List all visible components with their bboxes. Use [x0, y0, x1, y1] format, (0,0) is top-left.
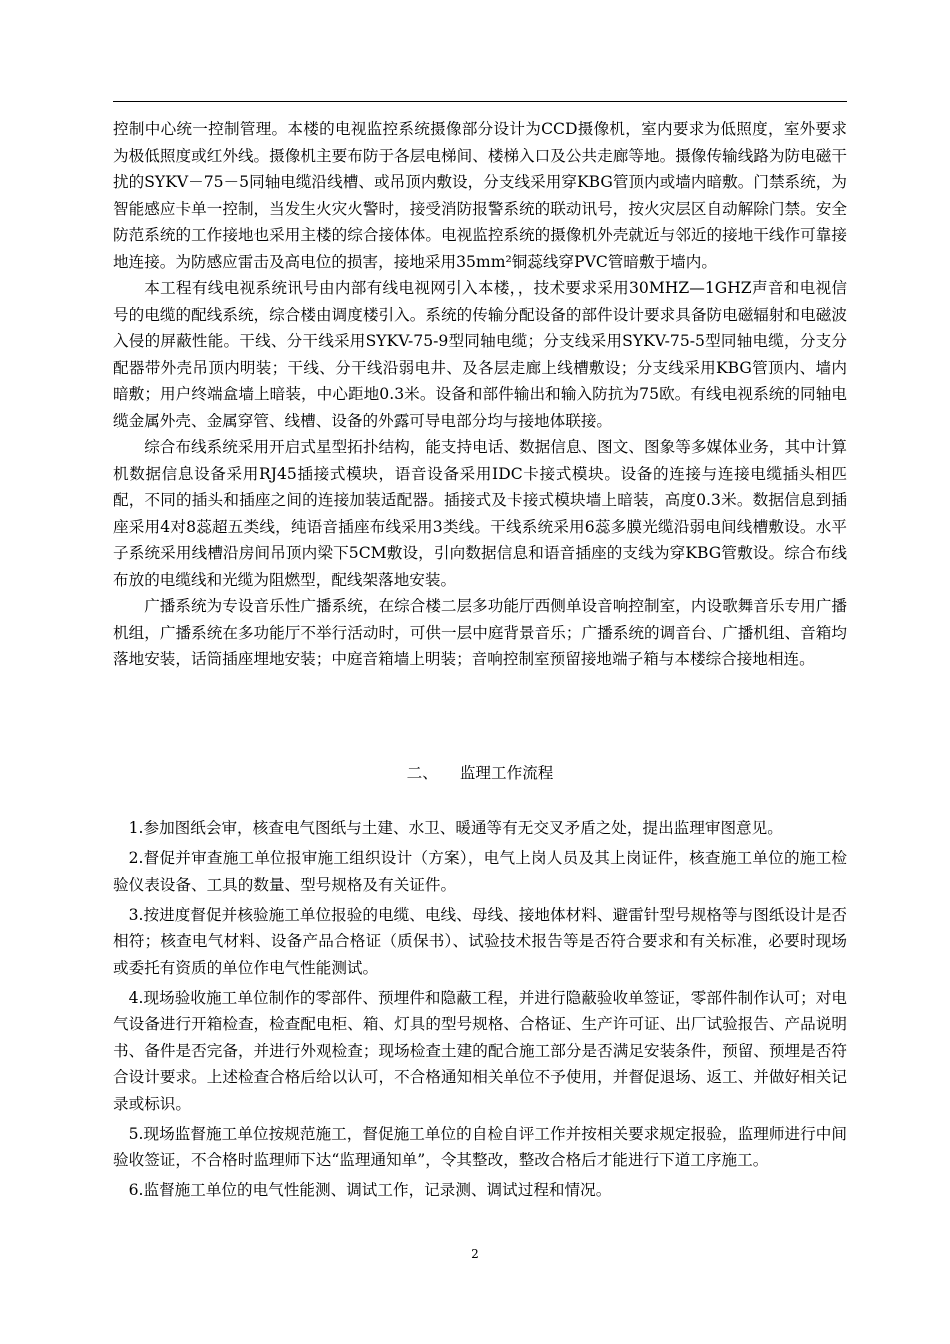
- list-item: 1.参加图纸会审，核查电气图纸与土建、水卫、暖通等有无交叉矛盾之处，提出监理审图意见。: [128, 819, 783, 837]
- page-number: 2: [471, 1247, 479, 1261]
- list-item: 2.督促并审查施工单位报审施工组织设计（方案），电气上岗人员及其上岗证件，核查施工单位的施工检验仪表设备、工具的数量、型号规格及有关证件。: [113, 849, 847, 894]
- paragraph-cctv-access-control: 控制中心统一控制管理。本楼的电视监控系统摄像部分设计为CCD摄像机，室内要求为低照度，室外要求为极低照度或红外线。摄像机主要布防于各层电梯间、楼梯入口及公共走廊等地。摄像传输线路为防电磁干扰的SYKV－75－5同轴电缆沿线槽、或吊顶内敷设，分支线采用穿KBG管顶内或墙内暗敷。门禁系统，为智能感应卡单一控制，当发生火灾火警时，接受消防报警系统的联动讯号，按火灾层区自动解除门禁。安全防范系统的工作接地也采用主楼的综合接体体。电视监控系统的摄像机外壳就近与邻近的接地干线作可靠接地连接。为防感应雷击及高电位的损害，接地采用35mm²铜蕊线穿PVC管暗敷于墙内。: [113, 120, 847, 271]
- list-item: 5.现场监督施工单位按规范施工，督促施工单位的自检自评工作并按相关要求规定报验，监理师进行中间验收签证，不合格时监理师下达“监理通知单”，令其整改，整改合格后才能进行下道工序施工。: [113, 1124, 847, 1169]
- section-title: 监理工作流程: [459, 764, 554, 782]
- list-item: 4.现场验收施工单位制作的零部件、预埋件和隐蔽工程，并进行隐蔽验收单签证，零部件制作认可；对电气设备进行开箱检查，检查配电柜、箱、灯具的型号规格、合格证、生产许可证、出厂试验报告、产品说明书、备件是否完备，并进行外观检查；现场检查土建的配合施工部分是否满足安装条件，预留、预埋是否符合设计要求。上述检查合格后给以认可，不合格通知相关单位不予使用，并督促退场、返工、并做好相关记录或标识。: [113, 988, 847, 1113]
- paragraph-structured-cabling: 综合布线系统采用开启式星型拓扑结构，能支持电话、数据信息、图文、图象等多媒体业务，其中计算机数据信息设备采用RJ45插接式模块，语音设备采用IDC卡接式模块。设备的连接与连接电缆插头相匹配，不同的插头和插座之间的连接加装适配器。插接式及卡接式模块墙上暗装，高度0.3米。数据信息到插座采用4对8蕊超五类线，纯语音插座布线采用3类线。干线系统采用6蕊多膜光缆沿弱电间线槽敷设。水平子系统采用线槽沿房间吊顶内梁下5CM敷设，引向数据信息和语音插座的支线为穿KBG管敷设。综合布线布放的电缆线和光缆为阻燃型，配线架落地安装。: [113, 438, 847, 589]
- list-item: 3.按进度督促并核验施工单位报验的电缆、电线、母线、接地体材料、避雷针型号规格等与图纸设计是否相符；核查电气材料、设备产品合格证（质保书）、试验技术报告等是否符合要求和有关标准，必要时现场或委托有资质的单位作电气性能测试。: [113, 905, 847, 977]
- header-rule: [113, 101, 847, 102]
- paragraph-broadcast-system: 广播系统为专设音乐性广播系统，在综合楼二层多功能厅西侧单设音响控制室，内设歌舞音乐专用广播机组，广播系统在多功能厅不举行活动时，可供一层中庭背景音乐；广播系统的调音台、广播机组、音箱均落地安装，话筒插座埋地安装；中庭音箱墙上明装；音响控制室预留接地端子箱与本楼综合接地相连。: [113, 597, 847, 668]
- section-number: 二、: [406, 764, 438, 782]
- workflow-list: [113, 815, 847, 1207]
- paragraph-cable-tv: 本工程有线电视系统讯号由内部有线电视网引入本楼，，技术要求采用30MHZ—1GHZ声音和电视信号的电缆的配线系统，综合楼由调度楼引入。系统的传输分配设备的部件设计要求具备防电磁辐射和电磁波入侵的屏蔽性能。干线、分干线采用SYKV-75-9型同轴电缆；分支线采用SYKV-75-5型同轴电缆，分支分配器带外壳吊顶内明装；干线、分干线沿弱电井、及各层走廊上线槽敷设；分支线采用KBG管顶内、墙内暗敷；用户终端盒墙上暗装，中心距地0.3米。设备和部件输出和输入防抗为75欧。有线电视系统的同轴电缆金属外壳、金属穿管、线槽、设备的外露可导电部分均与接地体联接。: [113, 279, 847, 430]
- list-item: 6.监督施工单位的电气性能测、调试工作，记录测、调试过程和情况。: [128, 1181, 612, 1199]
- section-heading: [113, 760, 847, 786]
- body-text: [113, 116, 847, 673]
